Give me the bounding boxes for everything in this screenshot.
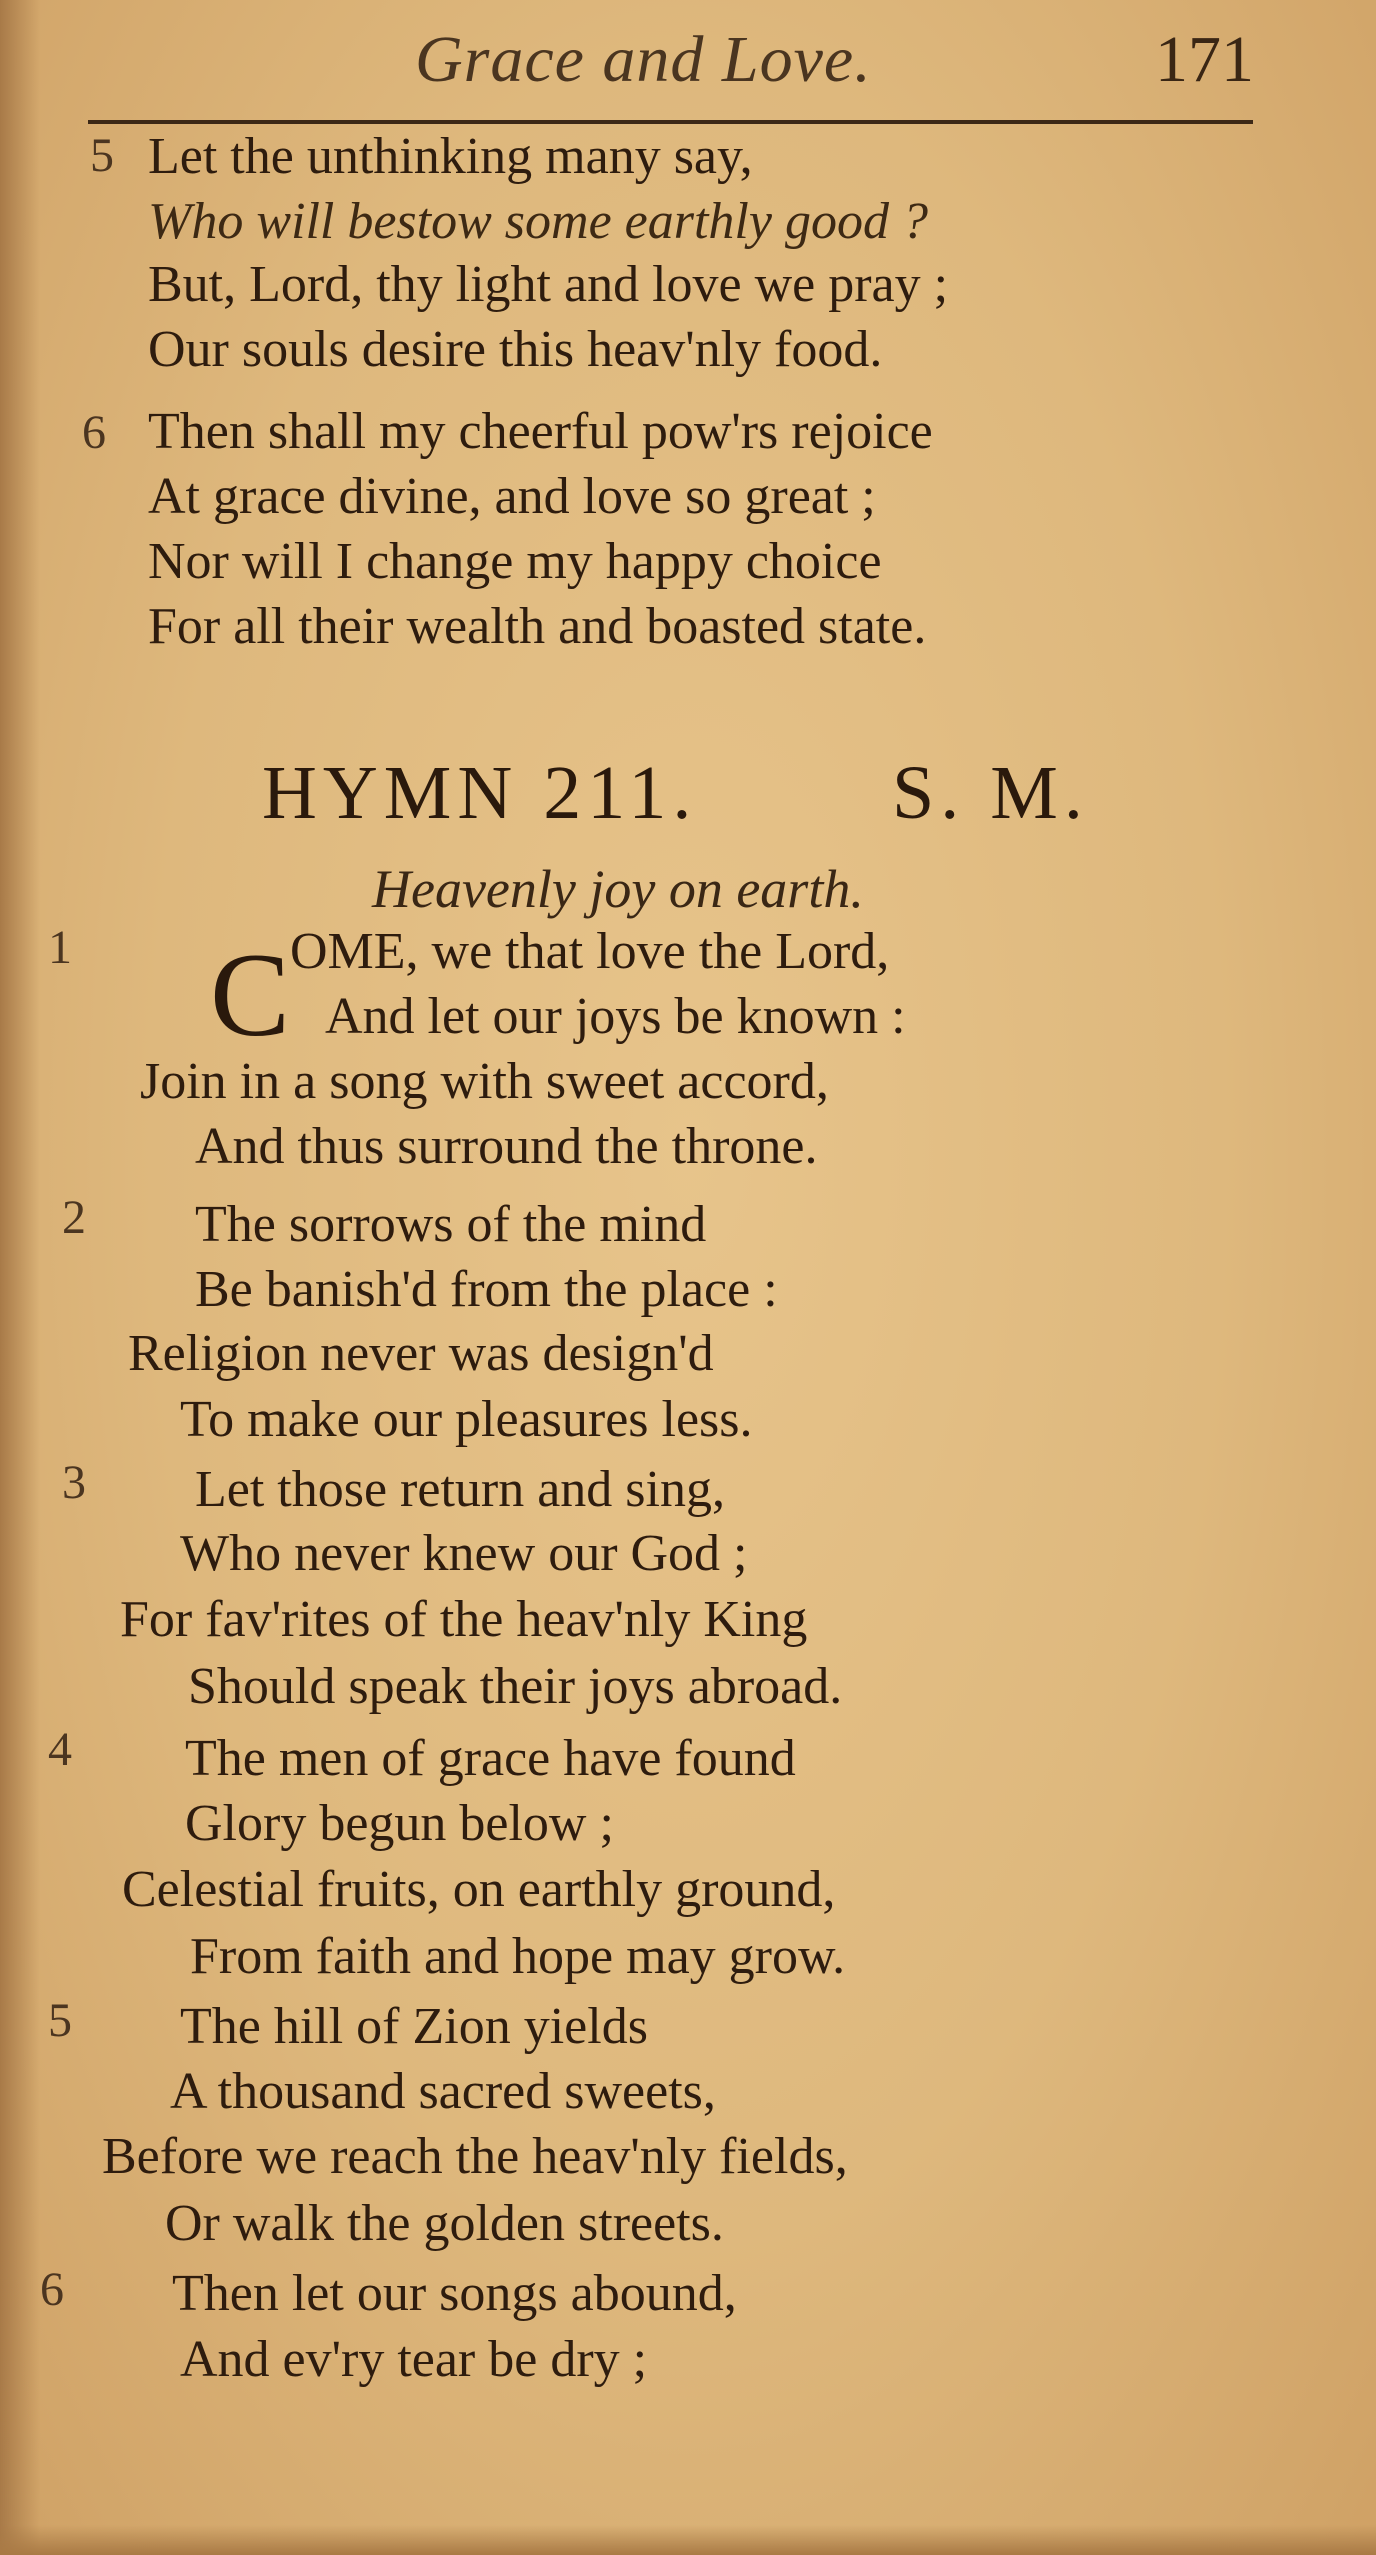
verse-line: Or walk the golden streets.: [165, 2195, 724, 2252]
verse-line: Who never knew our God ;: [180, 1525, 748, 1582]
verse-line: To make our pleasures less.: [180, 1391, 753, 1448]
page-edge-shadow: [0, 0, 40, 2555]
verse-line: And let our joys be known :: [325, 988, 906, 1045]
verse-line: Nor will I change my happy choice: [148, 533, 882, 590]
verse-number: 3: [62, 1456, 86, 1509]
verse-line: For fav'rites of the heav'nly King: [120, 1591, 808, 1648]
verse-number: 6: [82, 406, 106, 459]
verse-line: Celestial fruits, on earthly ground,: [122, 1861, 836, 1918]
verse-line: Our souls desire this heav'nly food.: [148, 321, 883, 378]
verse-line: Should speak their joys abroad.: [188, 1658, 843, 1715]
verse-line: The sorrows of the mind: [195, 1196, 707, 1253]
verse-line: From faith and hope may grow.: [190, 1928, 846, 1985]
verse-line: Be banish'd from the place :: [195, 1261, 778, 1318]
hymn-meter: S. M.: [892, 751, 1089, 835]
drop-cap: C: [210, 928, 291, 1061]
verse-line: And thus surround the throne.: [195, 1118, 818, 1175]
verse-line: Then let our songs abound,: [172, 2265, 737, 2322]
verse-line: For all their wealth and boasted state.: [148, 598, 927, 655]
verse-number: 2: [62, 1191, 86, 1244]
verse-line: Let the unthinking many say,: [148, 128, 753, 185]
verse-line: But, Lord, thy light and love we pray ;: [148, 256, 949, 313]
hymn-number: HYMN 211.: [262, 751, 698, 835]
verse-line: And ev'ry tear be dry ;: [180, 2331, 648, 2388]
verse-number: 6: [40, 2263, 64, 2316]
verse-line: The hill of Zion yields: [180, 1998, 648, 2055]
page-bottom-shadow: [0, 2525, 1376, 2555]
verse-number: 4: [48, 1723, 72, 1776]
running-header: Grace and Love.: [415, 23, 872, 96]
verse-line: Religion never was design'd: [128, 1325, 714, 1382]
verse-line: The men of grace have found: [185, 1730, 796, 1787]
page-number: 171: [1155, 23, 1254, 96]
verse-number: 5: [48, 1994, 72, 2047]
verse-line: A thousand sacred sweets,: [170, 2063, 716, 2120]
verse-line: Then shall my cheerful pow'rs rejoice: [148, 403, 933, 460]
verse-line: At grace divine, and love so great ;: [148, 468, 876, 525]
verse-line: Let those return and sing,: [195, 1461, 725, 1518]
verse-number: 5: [90, 129, 114, 182]
verse-line: OME, we that love the Lord,: [290, 923, 890, 980]
verse-line: Who will bestow some earthly good ?: [148, 193, 928, 250]
verse-line: Join in a song with sweet accord,: [140, 1053, 829, 1110]
verse-number: 1: [48, 921, 72, 974]
hymn-subtitle: Heavenly joy on earth.: [372, 859, 864, 919]
verse-line: Glory begun below ;: [185, 1795, 614, 1852]
verse-line: Before we reach the heav'nly fields,: [102, 2128, 848, 2185]
header-rule: [88, 120, 1253, 124]
hymn-heading: [262, 750, 1089, 837]
